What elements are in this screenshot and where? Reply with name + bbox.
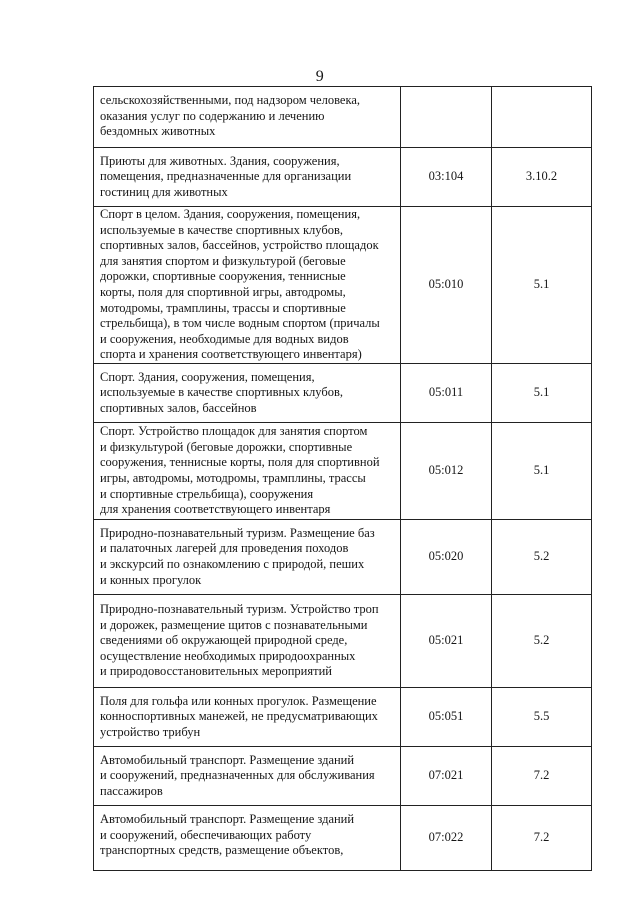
land-use-table [93,86,592,871]
row-code: 05:021 [401,594,492,687]
row-code: 03:104 [401,148,492,207]
row-code: 05:010 [401,207,492,364]
row-classification: 5.1 [492,363,592,422]
page-number: 9 [315,68,325,85]
row-code: 05:011 [401,363,492,422]
row-code: 05:020 [401,519,492,594]
table-row [94,87,592,148]
table-row [94,687,592,746]
row-classification: 7.2 [492,805,592,870]
row-classification: 5.1 [492,207,592,364]
table-row [94,207,592,364]
row-description: Автомобильный транспорт. Размещение зданий и сооружений, обеспечивающих работу транспортных средств, размещение объектов, [94,805,401,870]
row-classification: 5.2 [492,519,592,594]
row-description: Автомобильный транспорт. Размещение зданий и сооружений, предназначенных для обслуживания пассажиров [94,746,401,805]
row-description: Спорт в целом. Здания, сооружения, помещения, используемые в качестве спортивных клубов, спортивных залов, бассейнов, устройство площадок для занятия спортом и физкультурой (беговые дорожки, спортивные сооружения, теннисные корты, поля для спортивной игры, автодромы, мотодромы, трамплины, трассы и спортивные стрельбища), в том числе водным спортом (причалы и сооружения, необходимые для водных видов спорта и хранения соответствующего инвентаря) [94,207,401,364]
row-code: 05:051 [401,687,492,746]
row-classification: 5.2 [492,594,592,687]
row-classification: 5.5 [492,687,592,746]
table-row [94,594,592,687]
row-code: 07:022 [401,805,492,870]
table-row [94,422,592,519]
row-description: сельскохозяйственными, под надзором человека, оказания услуг по содержанию и лечению бездомных животных [94,87,401,148]
row-classification: 7.2 [492,746,592,805]
row-description: Спорт. Здания, сооружения, помещения, используемые в качестве спортивных клубов, спортивных залов, бассейнов [94,363,401,422]
row-code: 05:012 [401,422,492,519]
row-classification [492,87,592,148]
table-row [94,746,592,805]
table-row [94,519,592,594]
row-classification: 3.10.2 [492,148,592,207]
table-row [94,148,592,207]
row-code: 07:021 [401,746,492,805]
table-row [94,805,592,870]
row-description: Спорт. Устройство площадок для занятия спортом и физкультурой (беговые дорожки, спортивные сооружения, теннисные корты, поля для спортивной игры, автодромы, мотодромы, трамплины, трассы и спортивные стрельбища), сооружения для хранения соответствующего инвентаря [94,422,401,519]
row-description: Природно-познавательный туризм. Устройство троп и дорожек, размещение щитов с познавательными сведениями об окружающей природной среде, осуществление необходимых природоохранных и природовосстановительных мероприятий [94,594,401,687]
row-classification: 5.1 [492,422,592,519]
row-description: Природно-познавательный туризм. Размещение баз и палаточных лагерей для проведения походов и экскурсий по ознакомлению с природой, пеших и конных прогулок [94,519,401,594]
row-description: Поля для гольфа или конных прогулок. Размещение конноспортивных манежей, не предусматривающих устройство трибун [94,687,401,746]
row-description: Приюты для животных. Здания, сооружения, помещения, предназначенные для организации гостиниц для животных [94,148,401,207]
table-row [94,363,592,422]
row-code [401,87,492,148]
